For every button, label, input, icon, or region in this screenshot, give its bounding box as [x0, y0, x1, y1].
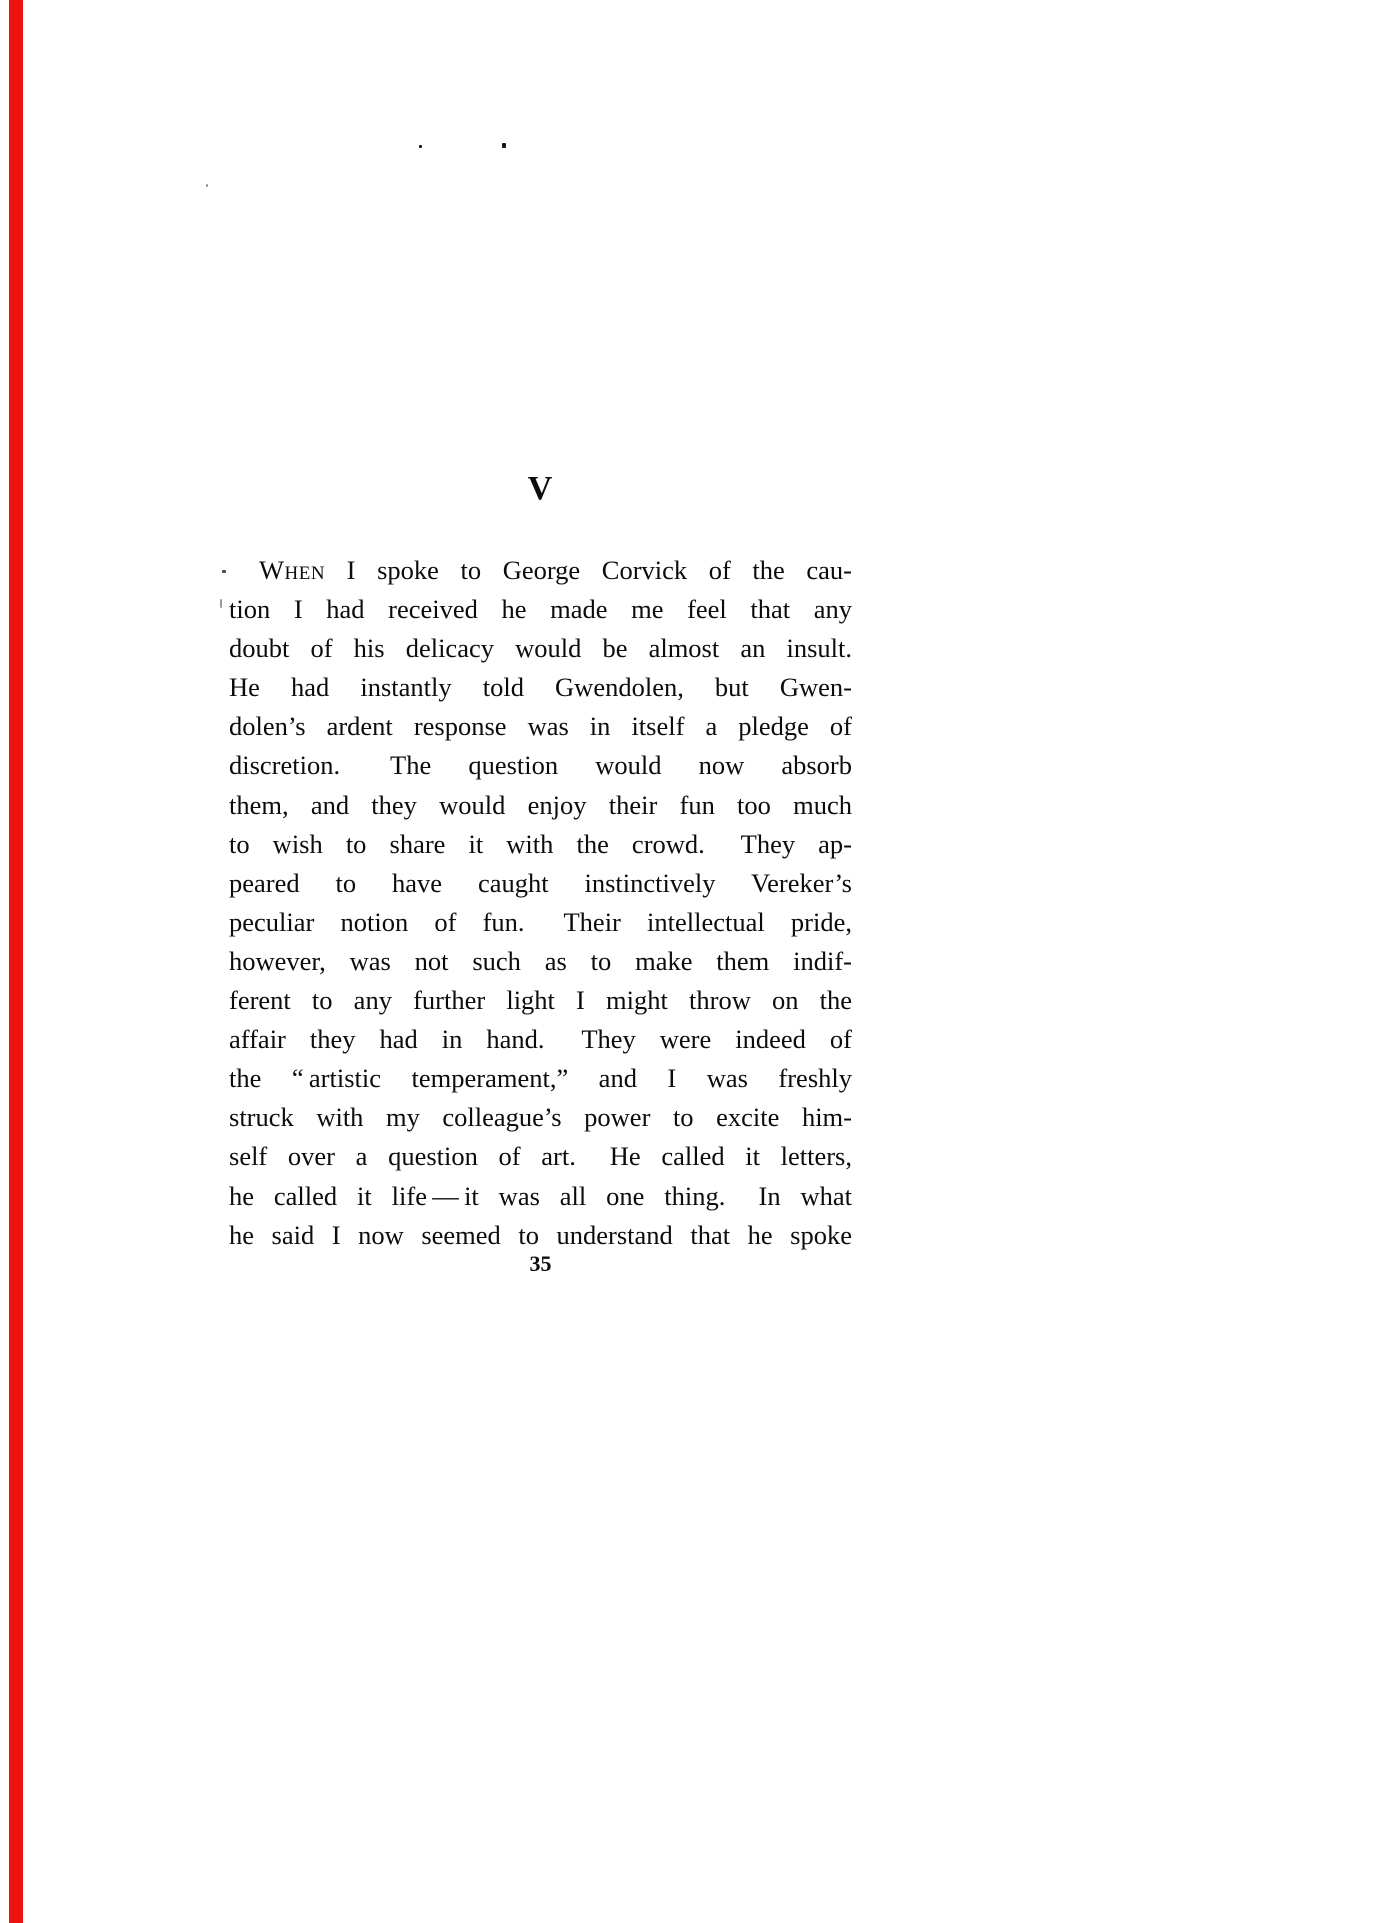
text-line: peculiar notion of fun. Their intellectual pride,	[229, 906, 852, 937]
text-line: discretion. The question would now absorb	[229, 750, 852, 781]
text-line: he called it life — it was all one thing. In what	[229, 1180, 852, 1211]
text-line: tion I had received he made me feel that any	[229, 594, 852, 625]
scan-speck	[220, 599, 222, 608]
scan-speck	[222, 570, 226, 573]
text-line: he said I now seemed to understand that he spoke	[229, 1219, 852, 1250]
text-line: struck with my colleague’s power to excite him-	[229, 1102, 852, 1133]
text-line: affair they had in hand. They were indeed of	[229, 1024, 852, 1055]
page-number: 35	[529, 1251, 552, 1276]
text-line: the “ artistic temperament,” and I was freshly	[229, 1063, 852, 1094]
text-line: doubt of his delicacy would be almost an insult.	[229, 633, 852, 664]
text-line: however, was not such as to make them indif-	[229, 945, 852, 976]
text-line: self over a question of art. He called it letters,	[229, 1141, 852, 1172]
first-line-rest: I spoke to George Corvick of the cau-	[325, 555, 852, 585]
text-line: He had instantly told Gwendolen, but Gwen-	[229, 672, 852, 703]
scan-speck	[419, 145, 422, 148]
scan-edge-red-stripe	[9, 0, 23, 1923]
body-paragraph	[229, 551, 852, 1255]
opening-word-small-caps: When	[259, 555, 326, 585]
text-line	[229, 551, 852, 590]
paragraph-lines	[229, 590, 852, 1255]
chapter-heading: V	[527, 470, 554, 507]
text-line: peared to have caught instinctively Vereker’s	[229, 867, 852, 898]
text-line: dolen’s ardent response was in itself a pledge of	[229, 711, 852, 742]
text-line: to wish to share it with the crowd. They ap-	[229, 828, 852, 859]
text-line: them, and they would enjoy their fun too much	[229, 789, 852, 820]
text-line: ferent to any further light I might throw on the	[229, 985, 852, 1016]
scan-speck	[502, 143, 506, 148]
scan-speck	[206, 184, 208, 187]
